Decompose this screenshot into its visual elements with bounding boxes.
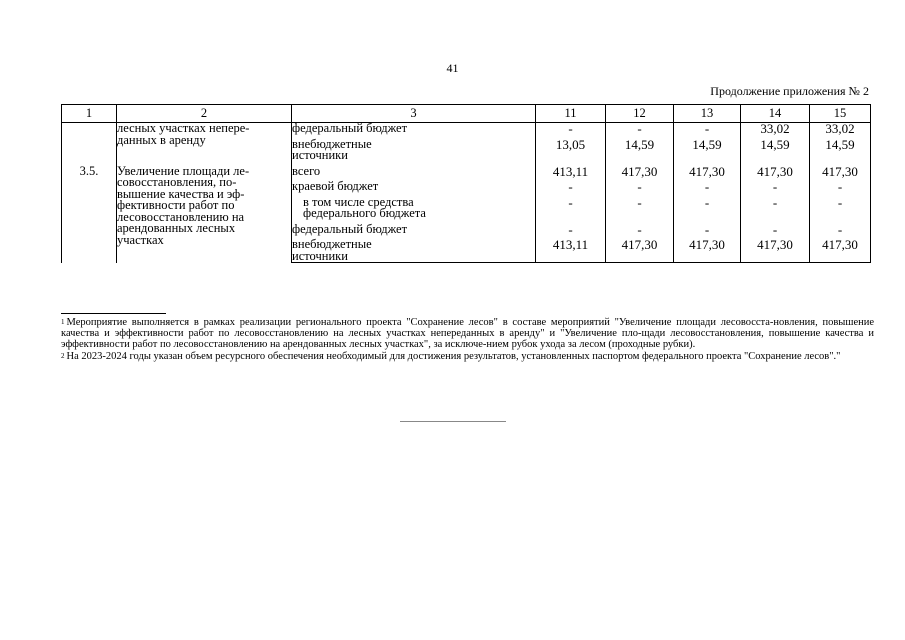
value-cell: -: [674, 181, 741, 193]
header-col-12: 12: [606, 105, 674, 123]
value-cell: 417,30: [674, 239, 741, 263]
value-cell: -: [810, 224, 871, 236]
value-cell: 417,30: [741, 166, 810, 178]
value-cell: 33,02: [810, 123, 871, 135]
value-cell: 413,11: [536, 239, 606, 263]
value-cell: -: [741, 181, 810, 193]
page-number: 41: [446, 61, 459, 75]
header-col-1: 1: [62, 105, 117, 123]
funding-source-line: источники: [292, 148, 348, 162]
funding-source-line: источники: [292, 248, 348, 263]
value-cell: -: [536, 181, 606, 193]
footnote-separator: [61, 313, 166, 314]
activity-name-line: совосстановления, по-: [117, 175, 237, 189]
resource-table: [61, 104, 871, 263]
value-cell: -: [536, 123, 606, 135]
activity-name-line: лесных участках непере-: [117, 121, 250, 135]
activity-name-line: участках: [117, 232, 164, 247]
funding-source-line: внебюджетные: [292, 237, 372, 251]
row-number-cell: [62, 123, 117, 162]
table-row: [62, 166, 871, 178]
value-cell: -: [606, 123, 674, 135]
header-col-3: 3: [292, 105, 536, 123]
activity-name-line: Увеличение площади ле-: [117, 163, 250, 178]
table-row: [62, 123, 871, 135]
value-cell: -: [606, 224, 674, 236]
footnotes: [61, 318, 874, 365]
value-cell: 417,30: [810, 166, 871, 178]
value-cell: 13,05: [536, 139, 606, 162]
activity-name-line: вышение качества и эф-: [117, 186, 245, 201]
value-cell: 14,59: [606, 139, 674, 162]
value-cell: -: [606, 197, 674, 220]
appendix-continuation-label: Продолжение приложения № 2: [710, 84, 869, 98]
activity-name-cell: [117, 163, 292, 263]
value-cell: -: [741, 224, 810, 236]
header-col-14: 14: [741, 105, 810, 123]
end-divider: [400, 421, 506, 422]
footnote-text: На 2023-2024 годы указан объем ресурсного обеспечения необходимый для достижения результатов, установленных паспортом федерального проекта "Сохранение лесов".": [66, 351, 841, 363]
footnote: [61, 318, 874, 350]
value-cell: 417,30: [810, 239, 871, 263]
header-col-11: 11: [536, 105, 606, 123]
funding-source-line: федерального бюджета: [303, 206, 426, 220]
value-cell: -: [741, 197, 810, 220]
value-cell: 14,59: [810, 139, 871, 162]
value-cell: -: [536, 197, 606, 220]
funding-source-cell: [292, 136, 536, 162]
value-cell: 33,02: [741, 123, 810, 135]
value-cell: -: [674, 224, 741, 236]
footnote: [61, 352, 874, 363]
funding-source-cell: [292, 239, 536, 263]
value-cell: 14,59: [741, 139, 810, 162]
funding-source-line: краевой бюджет: [292, 179, 379, 193]
value-cell: 417,30: [674, 166, 741, 178]
activity-name-line: фективности работ по: [117, 198, 235, 212]
funding-source-cell: [292, 123, 536, 135]
value-cell: -: [674, 197, 741, 220]
funding-source-cell: [292, 221, 536, 236]
value-cell: 417,30: [741, 239, 810, 263]
table-header-row: [62, 105, 871, 123]
value-cell: 417,30: [606, 239, 674, 263]
funding-source-line: федеральный бюджет: [292, 121, 408, 135]
header-col-15: 15: [810, 105, 871, 123]
value-cell: -: [674, 123, 741, 135]
funding-source-line: внебюджетные: [292, 136, 372, 151]
funding-source-line: федеральный бюджет: [292, 221, 408, 236]
activity-name-cell: [117, 123, 292, 162]
funding-source-cell: [292, 194, 536, 220]
value-cell: 413,11: [536, 166, 606, 178]
funding-source-cell: [292, 181, 536, 193]
activity-name-line: данных в аренду: [117, 132, 206, 147]
funding-source-line: всего: [292, 163, 321, 178]
footnote-mark: 1: [61, 318, 65, 326]
value-cell: 14,59: [674, 139, 741, 162]
value-cell: -: [810, 197, 871, 220]
activity-name-line: арендованных лесных: [117, 221, 236, 235]
row-number-cell: 3.5.: [62, 166, 117, 263]
activity-name-line: лесовосстановлению на: [117, 209, 245, 224]
footnote-text: Мероприятие выполняется в рамках реализации регионального проекта "Сохранение лесов" в составе мероприятий "Увеличение площади лесовосста-новления, повышение качества и эффективности работ по лесовосстановлению на лесных участках непереданных в аренду" и "Увеличение пло-щади лесовосстановления, повышение качества и эффективности работ по лесовосстановлению на арендованных лесных участках", за исключе-нием рубок ухода за лесом (проходные рубки).: [61, 317, 874, 350]
funding-source-cell: [292, 163, 536, 178]
value-cell: -: [536, 224, 606, 236]
funding-source-line: в том числе средства: [303, 194, 414, 209]
header-col-2: 2: [117, 105, 292, 123]
value-cell: -: [810, 181, 871, 193]
footnote-mark: 2: [61, 352, 65, 361]
value-cell: 417,30: [606, 166, 674, 178]
value-cell: -: [606, 181, 674, 193]
header-col-13: 13: [674, 105, 741, 123]
